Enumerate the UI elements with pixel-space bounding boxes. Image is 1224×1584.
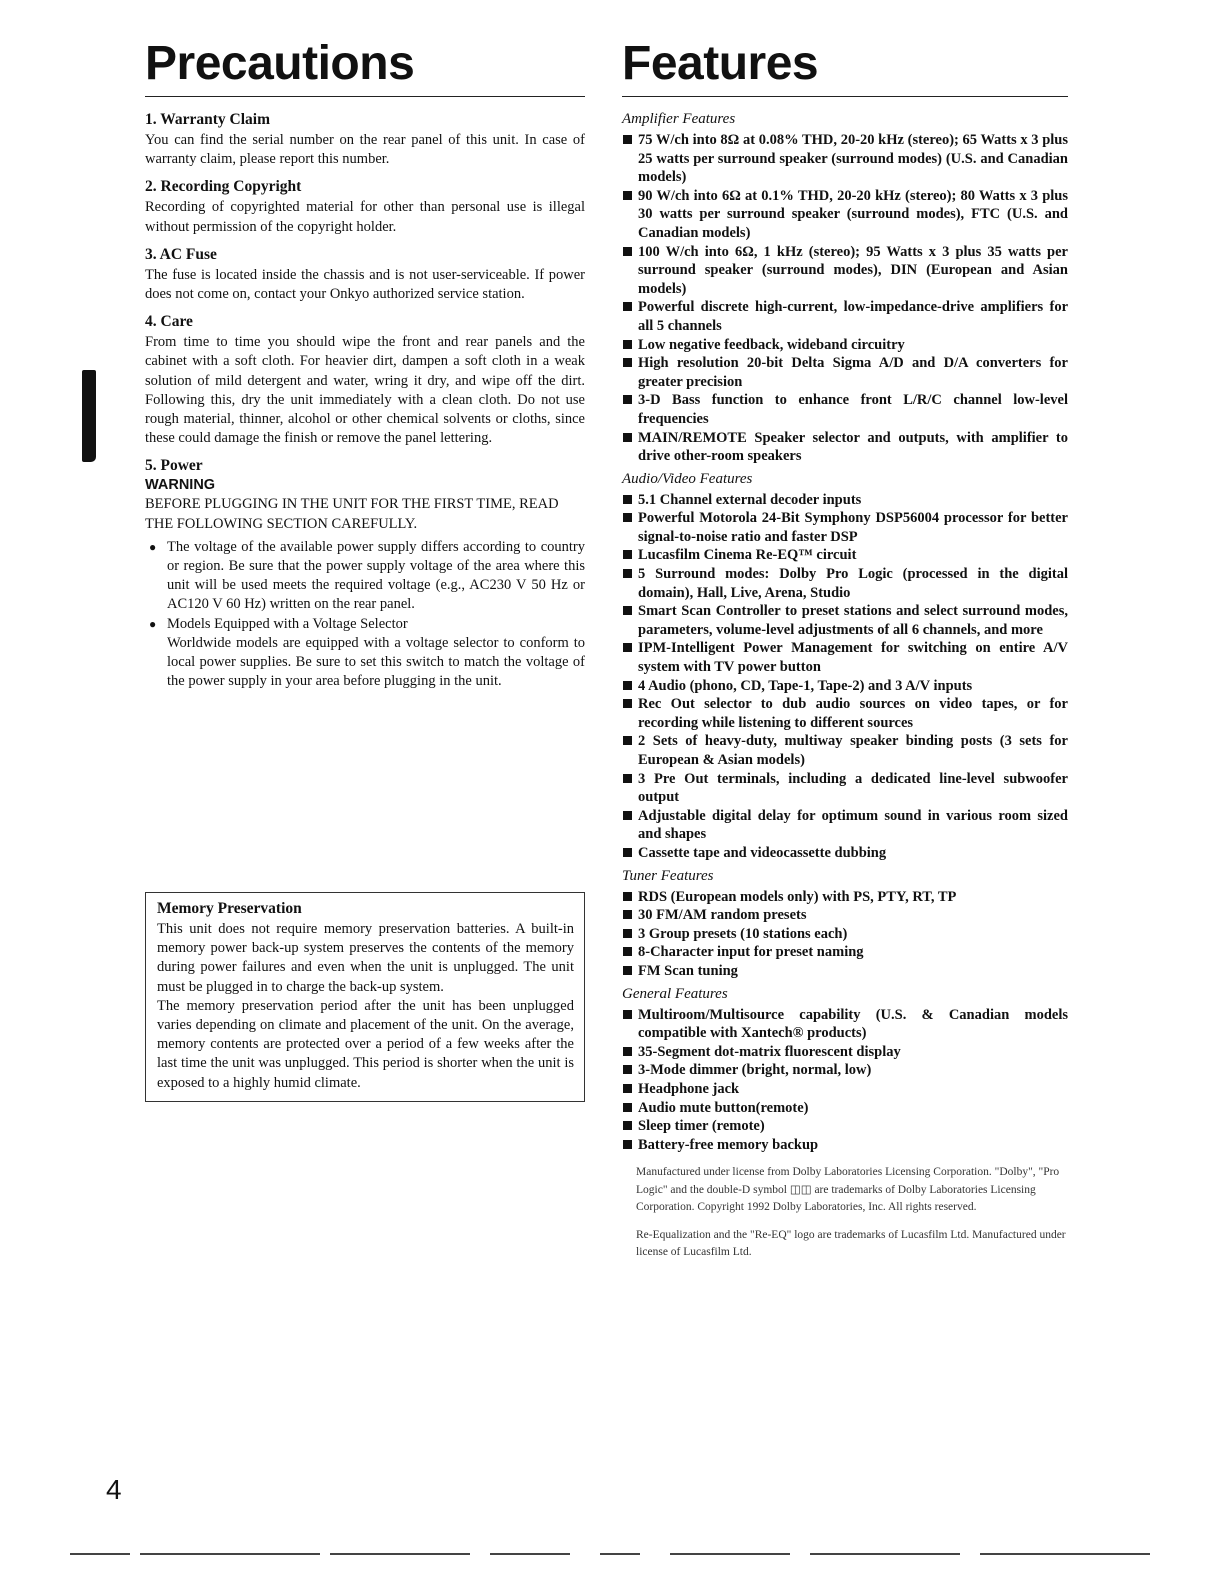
feature-text: Low negative feedback, wideband circuitry bbox=[638, 336, 905, 353]
section-title: 3. AC Fuse bbox=[145, 245, 217, 263]
square-bullet-icon bbox=[623, 774, 632, 783]
feature-item bbox=[622, 962, 1068, 981]
feature-text: FM Scan tuning bbox=[638, 962, 738, 979]
box-title: Memory Preservation bbox=[157, 900, 302, 917]
feature-item bbox=[622, 354, 1068, 391]
section-text: You can find the serial number on the rear panel of this unit. In case of warranty claim, please report this number. bbox=[145, 132, 585, 168]
feature-group-heading: General Features bbox=[622, 985, 728, 1002]
page-number: 4 bbox=[106, 1474, 122, 1505]
section-title: 2. Recording Copyright bbox=[145, 178, 302, 196]
feature-item bbox=[622, 844, 1068, 863]
section-tab-marker bbox=[82, 370, 96, 462]
square-bullet-icon bbox=[623, 1121, 632, 1130]
feature-text: Battery-free memory backup bbox=[638, 1136, 819, 1153]
square-bullet-icon bbox=[623, 892, 632, 901]
section-text: Recording of copyrighted material for other than personal use is illegal without permission of the copyright holder. bbox=[145, 199, 585, 235]
precautions-column bbox=[145, 38, 585, 691]
square-bullet-icon bbox=[623, 247, 632, 256]
square-bullet-icon bbox=[623, 550, 632, 559]
feature-item bbox=[622, 187, 1068, 243]
feature-item bbox=[622, 602, 1068, 639]
square-bullet-icon bbox=[623, 699, 632, 708]
square-bullet-icon bbox=[623, 910, 632, 919]
feature-text: 35-Segment dot-matrix fluorescent display bbox=[638, 1043, 901, 1060]
feature-text: 30 FM/AM random presets bbox=[638, 907, 807, 924]
feature-item bbox=[622, 639, 1068, 676]
square-bullet-icon bbox=[623, 1103, 632, 1112]
feature-item bbox=[622, 695, 1068, 732]
feature-text: 90 W/ch into 6Ω at 0.1% THD, 20-20 kHz (stereo); 80 Watts x 3 plus 30 watts per surround speaker (surround modes), FTC (U.S. and Canadian models) bbox=[638, 187, 1068, 241]
feature-item bbox=[622, 131, 1068, 187]
list-item bbox=[145, 538, 585, 615]
feature-text: Audio mute button(remote) bbox=[638, 1099, 809, 1116]
precaution-section bbox=[145, 111, 585, 169]
feature-text: Sleep timer (remote) bbox=[638, 1118, 765, 1135]
memory-preservation-box bbox=[145, 892, 585, 1102]
feature-text: IPM-Intelligent Power Management for switching on entire A/V system with TV power button bbox=[638, 640, 1068, 676]
feature-groups bbox=[622, 111, 1068, 1154]
footnote-lucasfilm: Re-Equalization and the "Re-EQ" logo are trademarks of Lucasfilm Ltd. Manufactured under license of Lucasfilm Ltd. bbox=[636, 1228, 1066, 1259]
feature-text: 3 Group presets (10 stations each) bbox=[638, 925, 848, 942]
section-title: 5. Power bbox=[145, 457, 203, 475]
feature-group-heading: Audio/Video Features bbox=[622, 470, 753, 487]
square-bullet-icon bbox=[623, 191, 632, 200]
feature-item bbox=[622, 807, 1068, 844]
square-bullet-icon bbox=[623, 848, 632, 857]
square-bullet-icon bbox=[623, 1065, 632, 1074]
feature-text: 5 Surround modes: Dolby Pro Logic (processed in the digital domain), Hall, Live, Arena, Studio bbox=[638, 566, 1068, 601]
square-bullet-icon bbox=[623, 811, 632, 820]
section-text: The fuse is located inside the chassis and is not user-serviceable. If power does not come on, contact your Onkyo authorized service station. bbox=[145, 266, 585, 303]
feature-item bbox=[622, 1080, 1068, 1099]
square-bullet-icon bbox=[623, 606, 632, 615]
feature-text: Adjustable digital delay for optimum sound in various room sized and shapes bbox=[638, 807, 1068, 843]
bullet-icon: ● bbox=[149, 539, 157, 554]
feature-item bbox=[622, 336, 1068, 355]
power-section bbox=[145, 457, 585, 691]
bullet-text: Worldwide models are equipped with a voltage selector to conform to local power supplies. Be sure to set this switch to match the voltage of the power supply in your area before plugging in the unit. bbox=[167, 634, 585, 690]
feature-item bbox=[622, 677, 1068, 696]
feature-text: 8-Character input for preset naming bbox=[638, 944, 864, 961]
feature-item bbox=[622, 1006, 1068, 1043]
feature-text: 3-D Bass function to enhance front L/R/C channel low-level frequencies bbox=[638, 392, 1068, 427]
square-bullet-icon bbox=[623, 1010, 632, 1019]
feature-item bbox=[622, 888, 1068, 907]
feature-text: Rec Out selector to dub audio sources on video tapes, or for recording while listening to different sources bbox=[638, 696, 1068, 731]
square-bullet-icon bbox=[623, 395, 632, 404]
square-bullet-icon bbox=[623, 358, 632, 367]
title-rule bbox=[622, 96, 1068, 97]
feature-item bbox=[622, 906, 1068, 925]
feature-item bbox=[622, 298, 1068, 335]
feature-item bbox=[622, 546, 1068, 565]
feature-text: Headphone jack bbox=[638, 1080, 740, 1097]
feature-item bbox=[622, 243, 1068, 299]
square-bullet-icon bbox=[623, 135, 632, 144]
feature-group-heading: Amplifier Features bbox=[622, 111, 736, 127]
warning-label: WARNING bbox=[145, 477, 216, 494]
square-bullet-icon bbox=[623, 929, 632, 938]
section-text: From time to time you should wipe the front and rear panels and the cabinet with a soft cloth. For heavier dirt, dampen a soft cloth in a weak solution of mild detergent and water, wring it dry, and wipe off the dirt. Following this, dry the unit immediately with a clean cloth. Do not use rough material, thinner, alcohol or other chemical solvents or cloths, since these could damage the finish or remove the panel lettering. bbox=[145, 334, 585, 447]
square-bullet-icon bbox=[623, 1047, 632, 1056]
footnote-dolby: Manufactured under license from Dolby Laboratories Licensing Corporation. "Dolby", "Pro Logic" and the double-D symbol ◫◫ are trademarks of Dolby Laboratories Licensing Corporation. Copyright 1992 Dolby Laboratories, Inc. All rights reserved. bbox=[636, 1166, 1060, 1214]
list-item bbox=[145, 615, 585, 692]
square-bullet-icon bbox=[623, 513, 632, 522]
feature-item bbox=[622, 1061, 1068, 1080]
feature-text: 5.1 Channel external decoder inputs bbox=[638, 491, 862, 508]
features-column bbox=[622, 38, 1068, 1272]
square-bullet-icon bbox=[623, 1084, 632, 1093]
feature-item bbox=[622, 1136, 1068, 1155]
feature-text: Powerful discrete high-current, low-impedance-drive amplifiers for all 5 channels bbox=[638, 299, 1068, 334]
feature-item bbox=[622, 1043, 1068, 1062]
feature-text: RDS (European models only) with PS, PTY, RT, TP bbox=[638, 888, 957, 905]
feature-text: 2 Sets of heavy-duty, multiway speaker binding posts (3 sets for European & Asian models) bbox=[638, 733, 1068, 768]
square-bullet-icon bbox=[623, 495, 632, 504]
feature-item bbox=[622, 925, 1068, 944]
section-title: 4. Care bbox=[145, 313, 193, 331]
bullet-icon: ● bbox=[149, 616, 157, 631]
square-bullet-icon bbox=[623, 966, 632, 975]
feature-item bbox=[622, 770, 1068, 807]
bottom-rule bbox=[70, 1553, 1150, 1559]
feature-item bbox=[622, 565, 1068, 602]
square-bullet-icon bbox=[623, 681, 632, 690]
feature-item bbox=[622, 509, 1068, 546]
square-bullet-icon bbox=[623, 569, 632, 578]
feature-text: MAIN/REMOTE Speaker selector and outputs, with amplifier to drive other-room speakers bbox=[638, 429, 1068, 465]
feature-item bbox=[622, 1117, 1068, 1136]
feature-group-heading: Tuner Features bbox=[622, 867, 714, 884]
feature-text: Smart Scan Controller to preset stations and select surround modes, parameters, volume-level adjustments of all 6 channels, and more bbox=[638, 603, 1068, 638]
feature-text: 100 W/ch into 6Ω, 1 kHz (stereo); 95 Watts x 3 plus 35 watts per surround speaker (surround modes), DIN (European and Asian models) bbox=[638, 243, 1068, 297]
feature-item bbox=[622, 429, 1068, 466]
square-bullet-icon bbox=[623, 736, 632, 745]
title-rule bbox=[145, 96, 585, 97]
section-title: 1. Warranty Claim bbox=[145, 111, 270, 128]
bullet-text: The voltage of the available power supply differs according to country or region. Be sure that the power supply voltage of the area where this unit will be used meets the required voltage (e.g., AC230 V 50 Hz or AC120 V 60 Hz) written on the rear panel. bbox=[167, 538, 585, 613]
feature-text: Multiroom/Multisource capability (U.S. & Canadian models compatible with Xantech® products) bbox=[638, 1006, 1068, 1042]
precaution-section bbox=[145, 178, 585, 236]
feature-text: Lucasfilm Cinema Re-EQ™ circuit bbox=[638, 547, 857, 564]
feature-text: 75 W/ch into 8Ω at 0.08% THD, 20-20 kHz (stereo); 65 Watts x 3 plus 25 watts per surround speaker (surround modes) (U.S. and Canadian models) bbox=[638, 132, 1068, 186]
feature-item bbox=[622, 1099, 1068, 1118]
precaution-section bbox=[145, 246, 585, 304]
box-paragraph: The memory preservation period after the unit has been unplugged varies depending on climate and placement of the unit. On the average, memory contents are protected over a period of a few weeks after the last time the unit was unplugged. This period is shorter when the unit is exposed to a highly humid climate. bbox=[157, 997, 574, 1091]
square-bullet-icon bbox=[623, 643, 632, 652]
square-bullet-icon bbox=[623, 433, 632, 442]
square-bullet-icon bbox=[623, 947, 632, 956]
square-bullet-icon bbox=[623, 302, 632, 311]
feature-text: 4 Audio (phono, CD, Tape-1, Tape-2) and 3 A/V inputs bbox=[638, 677, 973, 694]
feature-item bbox=[622, 491, 1068, 510]
feature-item bbox=[622, 732, 1068, 769]
square-bullet-icon bbox=[623, 340, 632, 349]
feature-text: Powerful Motorola 24-Bit Symphony DSP56004 processor for better signal-to-noise ratio and faster DSP bbox=[638, 510, 1068, 545]
precaution-section bbox=[145, 313, 585, 448]
feature-item bbox=[622, 943, 1068, 962]
feature-text: 3-Mode dimmer (bright, normal, low) bbox=[638, 1062, 872, 1079]
square-bullet-icon bbox=[623, 1140, 632, 1149]
features-title: Features bbox=[622, 37, 819, 90]
feature-text: High resolution 20-bit Delta Sigma A/D and D/A converters for greater precision bbox=[638, 355, 1068, 390]
precautions-title: Precautions bbox=[145, 37, 415, 90]
bullet-title: Models Equipped with a Voltage Selector bbox=[167, 615, 408, 632]
box-paragraph: This unit does not require memory preservation batteries. A built-in memory power back-up system preserves the contents of the memory during power failures and even when the unit is unplugged. The unit must be plugged in to charge the back-up system. bbox=[157, 921, 574, 995]
feature-text: Cassette tape and videocassette dubbing bbox=[638, 844, 887, 861]
warning-text: BEFORE PLUGGING IN THE UNIT FOR THE FIRST TIME, READ THE FOLLOWING SECTION CAREFULLY. bbox=[145, 496, 559, 532]
feature-text: 3 Pre Out terminals, including a dedicated line-level subwoofer output bbox=[638, 770, 1068, 806]
feature-item bbox=[622, 391, 1068, 428]
